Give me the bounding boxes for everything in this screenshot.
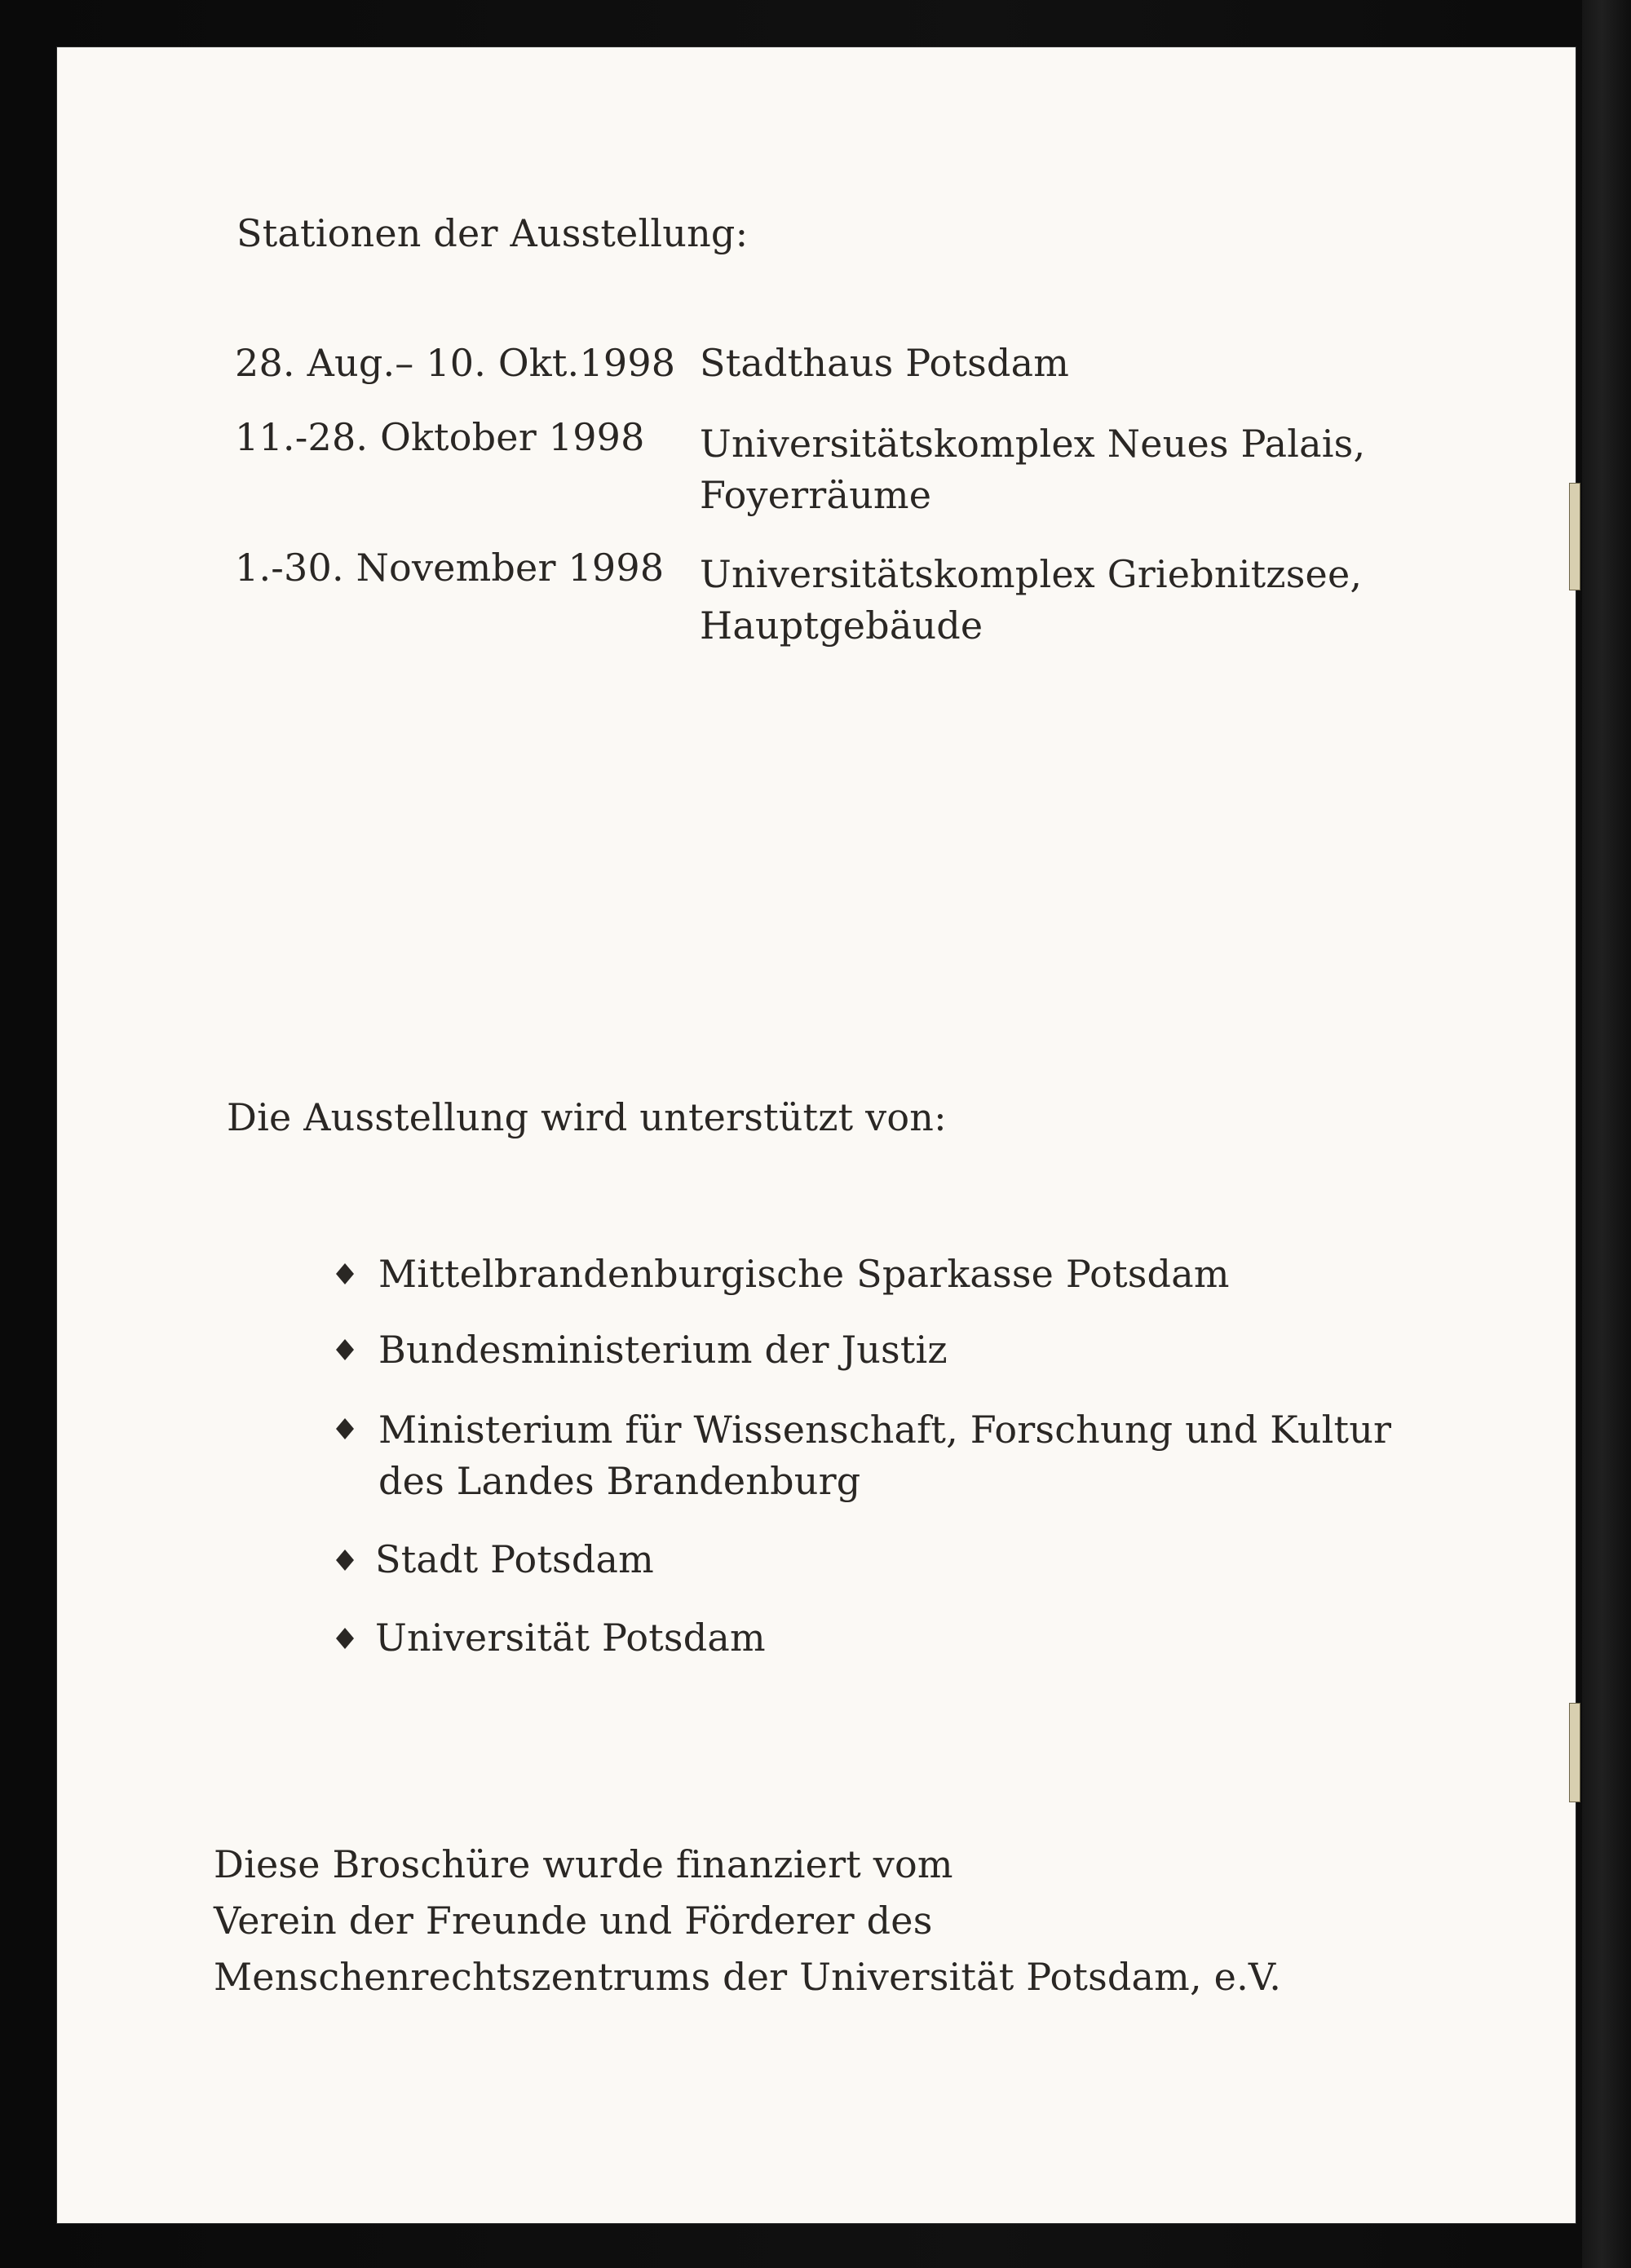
diamond-bullet-icon — [333, 1262, 357, 1286]
supporters-heading: Die Ausstellung wird unterstützt von: — [227, 1095, 947, 1139]
diamond-bullet-icon — [333, 1417, 357, 1441]
station-place: Universitätskomplex Neues Palais, — [700, 422, 1366, 466]
supporter-item: Mittelbrandenburgische Sparkasse Potsdam — [378, 1252, 1230, 1296]
supporter-item: Stadt Potsdam — [375, 1537, 654, 1581]
supporter-item: Bundesministerium der Justiz — [378, 1328, 948, 1372]
supporter-item-continuation: des Landes Brandenburg — [378, 1459, 861, 1503]
supporter-item: Universität Potsdam — [375, 1616, 766, 1660]
station-date: 1.-30. November 1998 — [235, 546, 665, 590]
station-place-continuation: Hauptgebäude — [700, 603, 983, 648]
station-date: 28. Aug.– 10. Okt.1998 — [235, 341, 676, 385]
funding-note-line: Diese Broschüre wurde finanziert vom — [214, 1842, 953, 1886]
station-place: Universitätskomplex Griebnitzsee, — [700, 552, 1363, 596]
station-place-continuation: Foyerräume — [700, 473, 932, 517]
spine-tab — [1569, 1703, 1580, 1802]
funding-note-line: Verein der Freunde und Förderer des — [214, 1899, 933, 1943]
funding-note-line: Menschenrechtszentrums der Universität Potsdam, e.V. — [214, 1955, 1282, 1999]
diamond-bullet-icon — [333, 1626, 357, 1651]
scan-edge-strip — [1582, 0, 1631, 2268]
spine-tab — [1569, 483, 1580, 590]
diamond-bullet-icon — [333, 1548, 357, 1572]
station-date: 11.-28. Oktober 1998 — [235, 415, 645, 459]
diamond-bullet-icon — [333, 1337, 357, 1362]
supporter-item: Ministerium für Wissenschaft, Forschung und Kultur — [378, 1408, 1392, 1452]
station-place: Stadthaus Potsdam — [700, 341, 1070, 385]
stations-heading: Stationen der Ausstellung: — [236, 211, 749, 255]
